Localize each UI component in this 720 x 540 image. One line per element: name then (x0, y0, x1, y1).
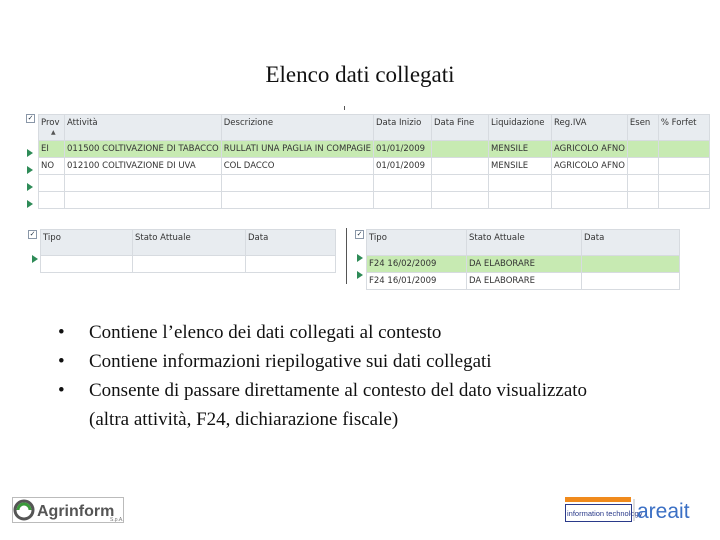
row-expand-arrow[interactable] (32, 255, 38, 263)
table-cell (658, 175, 709, 192)
column-header[interactable]: Data Inizio (374, 115, 432, 141)
table-cell: EI (39, 141, 65, 158)
row-expand-arrow[interactable] (27, 166, 33, 174)
table-cell (432, 158, 489, 175)
table-cell (658, 141, 709, 158)
table-cell: F24 16/01/2009 (367, 273, 467, 290)
table-cell (374, 175, 432, 192)
column-header[interactable]: Reg.IVA (552, 115, 628, 141)
column-header[interactable]: % Forfet (658, 115, 709, 141)
table-cell (65, 175, 222, 192)
table-cell (39, 192, 65, 209)
left-subgrid-checkbox[interactable]: ✓ (29, 231, 36, 238)
table-row[interactable] (39, 141, 710, 158)
row-expand-arrow[interactable] (27, 149, 33, 157)
table-cell: F24 16/02/2009 (367, 256, 467, 273)
table-cell: AGRICOLO AFNO (552, 158, 628, 175)
column-header[interactable]: Tipo (367, 230, 467, 256)
right-subgrid (366, 229, 680, 290)
table-cell (221, 175, 373, 192)
main-grid (38, 114, 710, 209)
row-expand-arrow[interactable] (27, 200, 33, 208)
areait-logo (565, 497, 710, 523)
column-header[interactable]: Data Fine (432, 115, 489, 141)
table-cell: 01/01/2009 (374, 141, 432, 158)
table-cell (432, 175, 489, 192)
table-cell (133, 256, 246, 273)
table-row[interactable] (367, 273, 680, 290)
row-expand-arrow[interactable] (357, 271, 363, 279)
agrinform-logo (12, 497, 124, 523)
table-row[interactable] (39, 158, 710, 175)
bullet-item: • Consente di passare direttamente al contesto del dato visualizzato (altra attività, F24, dichiarazione fiscale) (56, 376, 609, 434)
table-cell: RULLATI UNA PAGLIA IN COMPAGIE (221, 141, 373, 158)
table-cell (627, 192, 658, 209)
divider-tick (344, 106, 345, 110)
column-header[interactable]: Liquidazione (489, 115, 552, 141)
table-cell: 011500 COLTIVAZIONE DI TABACCO (65, 141, 222, 158)
table-row[interactable] (39, 192, 710, 209)
sort-ascending-icon[interactable]: ▲ (51, 129, 56, 136)
column-header[interactable]: Data (246, 230, 336, 256)
bullet-list (56, 318, 609, 434)
areait-logo-mark (565, 497, 710, 523)
table-cell: 012100 COLTIVAZIONE DI UVA (65, 158, 222, 175)
table-cell: NO (39, 158, 65, 175)
table-cell: 01/01/2009 (374, 158, 432, 175)
table-cell (432, 192, 489, 209)
table-cell: DA ELABORARE (467, 273, 582, 290)
table-cell: MENSILE (489, 158, 552, 175)
table-cell (552, 175, 628, 192)
column-header[interactable]: Data (582, 230, 680, 256)
row-expand-arrow[interactable] (357, 254, 363, 262)
table-cell: MENSILE (489, 141, 552, 158)
table-cell (582, 273, 680, 290)
column-header[interactable]: Descrizione (221, 115, 373, 141)
table-cell (627, 141, 658, 158)
column-header[interactable]: Attività ▲ (65, 115, 222, 141)
column-header[interactable]: Stato Attuale (467, 230, 582, 256)
column-header[interactable]: Tipo (41, 230, 133, 256)
slide-title: Elenco dati collegati (265, 62, 455, 87)
table-cell: AGRICOLO AFNO (552, 141, 628, 158)
areait-tagline: information technology (567, 509, 643, 518)
bullet-item: • Contiene l’elenco dei dati collegati al contesto (56, 318, 609, 347)
table-cell: COL DACCO (221, 158, 373, 175)
table-cell (627, 175, 658, 192)
table-cell (658, 192, 709, 209)
table-row[interactable] (367, 256, 680, 273)
bullet-item: • Contiene informazioni riepilogative sui dati collegati (56, 347, 609, 376)
column-header[interactable]: Esen (627, 115, 658, 141)
table-cell (552, 192, 628, 209)
left-subgrid (40, 229, 336, 273)
table-cell (221, 192, 373, 209)
right-subgrid-checkbox[interactable]: ✓ (356, 231, 363, 238)
table-cell (489, 192, 552, 209)
table-cell (41, 256, 133, 273)
table-cell (39, 175, 65, 192)
agrinform-logo-text: Agrinform (37, 503, 115, 520)
table-cell (489, 175, 552, 192)
table-cell (374, 192, 432, 209)
table-cell (658, 158, 709, 175)
table-cell (65, 192, 222, 209)
panel-divider (346, 228, 347, 284)
table-cell (246, 256, 336, 273)
table-cell (432, 141, 489, 158)
table-row[interactable] (41, 256, 336, 273)
table-cell (582, 256, 680, 273)
column-header[interactable]: Prov (39, 115, 65, 141)
areait-brand: areait (637, 500, 690, 523)
table-cell (627, 158, 658, 175)
select-all-checkbox[interactable]: ✓ (27, 115, 34, 122)
table-cell: DA ELABORARE (467, 256, 582, 273)
table-row[interactable] (39, 175, 710, 192)
column-header[interactable]: Stato Attuale (133, 230, 246, 256)
row-expand-arrow[interactable] (27, 183, 33, 191)
agrinform-logo-mark (12, 497, 124, 523)
agrinform-logo-suffix: S.p.A. (110, 517, 124, 523)
